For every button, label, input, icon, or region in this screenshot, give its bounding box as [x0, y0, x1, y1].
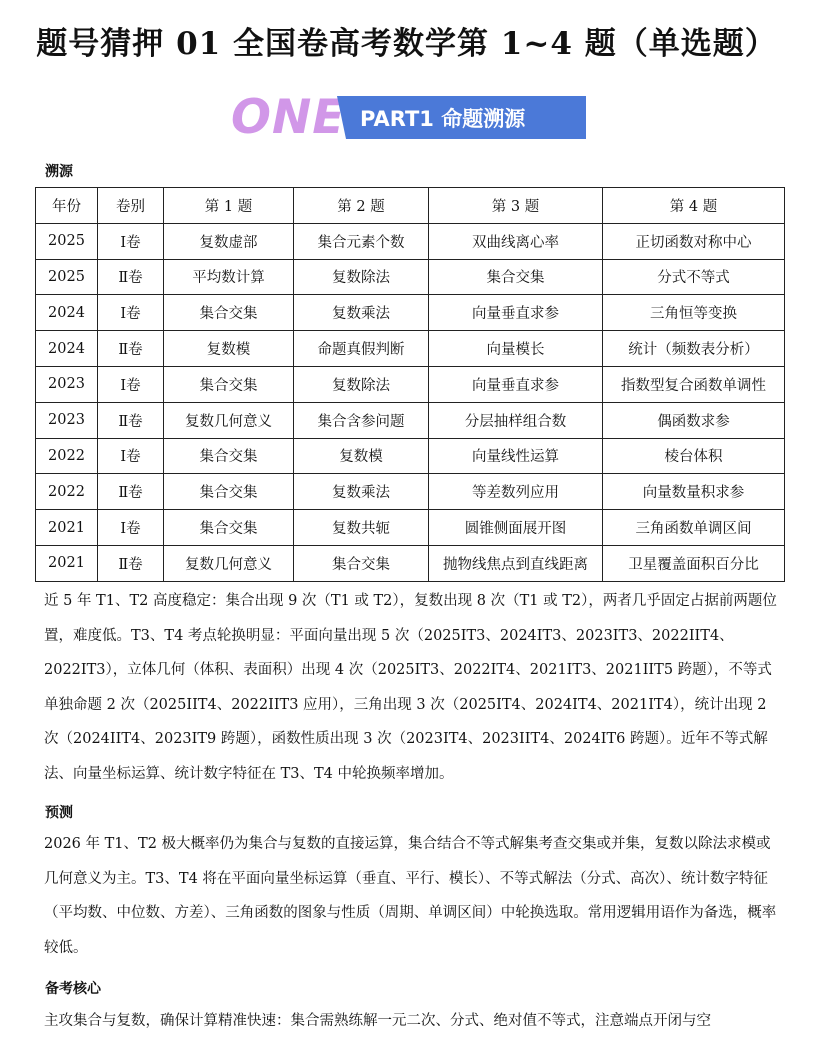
part-banner — [229, 90, 586, 145]
section-heading-core: 备考核心 — [45, 981, 101, 997]
table-row — [36, 438, 785, 474]
table-row — [36, 474, 785, 510]
table-cell: 集合交集 — [294, 545, 429, 581]
table-cell: 复数几何意义 — [164, 545, 294, 581]
table-cell: 分层抽样组合数 — [429, 402, 603, 438]
table-cell: 集合交集 — [164, 438, 294, 474]
table-cell: 2023 — [36, 366, 98, 402]
banner-one-text: ONE — [231, 90, 346, 145]
table-cell: 向量垂直求参 — [429, 366, 603, 402]
header-q1: 第 1 题 — [164, 188, 294, 224]
header-q2: 第 2 题 — [294, 188, 429, 224]
table-cell: 卫星覆盖面积百分比 — [603, 545, 785, 581]
table-cell: 复数共轭 — [294, 510, 429, 546]
table-cell: 集合元素个数 — [294, 223, 429, 259]
table-cell: 向量数量积求参 — [603, 474, 785, 510]
table-cell: 2025 — [36, 259, 98, 295]
table-cell: 2022 — [36, 474, 98, 510]
table-cell: 复数除法 — [294, 259, 429, 295]
table-cell: 集合交集 — [164, 366, 294, 402]
table-cell: 双曲线离心率 — [429, 223, 603, 259]
table-cell: 命题真假判断 — [294, 331, 429, 367]
table-cell: 复数除法 — [294, 366, 429, 402]
table-cell: 偶函数求参 — [603, 402, 785, 438]
table-cell: 向量垂直求参 — [429, 295, 603, 331]
table-cell: Ⅱ卷 — [98, 259, 164, 295]
table-cell: 复数模 — [294, 438, 429, 474]
table-cell: 集合交集 — [429, 259, 603, 295]
table-cell: 向量线性运算 — [429, 438, 603, 474]
table-cell: 2021 — [36, 545, 98, 581]
table-cell: 2024 — [36, 295, 98, 331]
prediction-paragraph: 2026 年 T1、T2 极大概率仍为集合与复数的直接运算，集合结合不等式解集考查交集或并集，复数以除法求模或几何意义为主。T3、T4 将在平面向量坐标运算（垂直、平行、模长）、不等式解法（分式、高次）、统计数字特征（平均数、中位数、方差）、三角函数的图象与性质（周期、单调区间）中轮换选取。常用逻辑用语作为备选，概率较低。 — [44, 836, 777, 956]
table-cell: Ⅰ卷 — [98, 295, 164, 331]
table-row — [36, 402, 785, 438]
table-cell: 三角函数单调区间 — [603, 510, 785, 546]
header-q3: 第 3 题 — [429, 188, 603, 224]
table-cell: 复数乘法 — [294, 295, 429, 331]
table-cell: 等差数列应用 — [429, 474, 603, 510]
table-cell: 抛物线焦点到直线距离 — [429, 545, 603, 581]
table-cell: 正切函数对称中心 — [603, 223, 785, 259]
table-cell: Ⅱ卷 — [98, 545, 164, 581]
table-cell: 集合交集 — [164, 474, 294, 510]
table-cell: 棱台体积 — [603, 438, 785, 474]
section-heading-trace: 溯源 — [45, 164, 73, 180]
table-cell: 2025 — [36, 223, 98, 259]
table-cell: 2022 — [36, 438, 98, 474]
table-row — [36, 259, 785, 295]
table-row — [36, 331, 785, 367]
page-title: 题号猜押 01 全国卷高考数学第 1~4 题（单选题） — [36, 26, 777, 62]
table-row — [36, 510, 785, 546]
table-cell: 复数虚部 — [164, 223, 294, 259]
table-cell: 指数型复合函数单调性 — [603, 366, 785, 402]
table-cell: 圆锥侧面展开图 — [429, 510, 603, 546]
table-row — [36, 223, 785, 259]
table-cell: 复数模 — [164, 331, 294, 367]
table-cell: Ⅱ卷 — [98, 331, 164, 367]
table-row — [36, 366, 785, 402]
header-q4: 第 4 题 — [603, 188, 785, 224]
table-cell: 集合含参问题 — [294, 402, 429, 438]
table-cell: 2021 — [36, 510, 98, 546]
header-year: 年份 — [36, 188, 98, 224]
table-cell: 集合交集 — [164, 510, 294, 546]
table-cell: 分式不等式 — [603, 259, 785, 295]
table-cell: 平均数计算 — [164, 259, 294, 295]
exam-topics-table — [35, 187, 785, 582]
table-cell: Ⅰ卷 — [98, 223, 164, 259]
table-cell: Ⅱ卷 — [98, 402, 164, 438]
banner-part-text: PART1 命题溯源 — [360, 107, 526, 131]
table-cell: Ⅰ卷 — [98, 510, 164, 546]
table-cell: 复数几何意义 — [164, 402, 294, 438]
table-row — [36, 295, 785, 331]
table-cell: 集合交集 — [164, 295, 294, 331]
table-cell: Ⅱ卷 — [98, 474, 164, 510]
table-cell: Ⅰ卷 — [98, 366, 164, 402]
table-cell: 2023 — [36, 402, 98, 438]
table-cell: 2024 — [36, 331, 98, 367]
analysis-paragraph: 近 5 年 T1、T2 高度稳定：集合出现 9 次（T1 或 T2），复数出现 8 次（T1 或 T2），两者几乎固定占据前两题位置，难度低。T3、T4 考点轮换明显：平面向量出现 5 次（2025IT3、2024IT3、2023IT3、2022IIT4、2022IT3），立体几何（体积、表面积）出现 4 次（2025IT3、2022IT4、2021IT3、2021IIT5 跨题），不等式单独命题 2 次（2025IIT4、2022IIT3 应用），三角出现 3 次（2025IT4、2024IT4、2021IT4），统计出现 2 次（2024IIT4、2023IT9 跨题），函数性质出现 3 次（2023IT4、2023IIT4、2024IT6 跨题）。近年不等式解法、向量坐标运算、统计数字特征在 T3、T4 中轮换频率增加。 — [44, 593, 777, 782]
table-row — [36, 545, 785, 581]
table-cell: Ⅰ卷 — [98, 438, 164, 474]
table-cell: 三角恒等变换 — [603, 295, 785, 331]
core-paragraph: 主攻集合与复数，确保计算精准快速：集合需熟练解一元二次、分式、绝对值不等式，注意端点开闭与空 — [44, 1013, 711, 1029]
section-heading-predict: 预测 — [45, 805, 73, 821]
header-paper: 卷别 — [98, 188, 164, 224]
banner-part-label — [346, 96, 586, 139]
table-cell: 复数乘法 — [294, 474, 429, 510]
table-cell: 向量模长 — [429, 331, 603, 367]
table-cell: 统计（频数表分析） — [603, 331, 785, 367]
table-header-row — [36, 188, 785, 224]
